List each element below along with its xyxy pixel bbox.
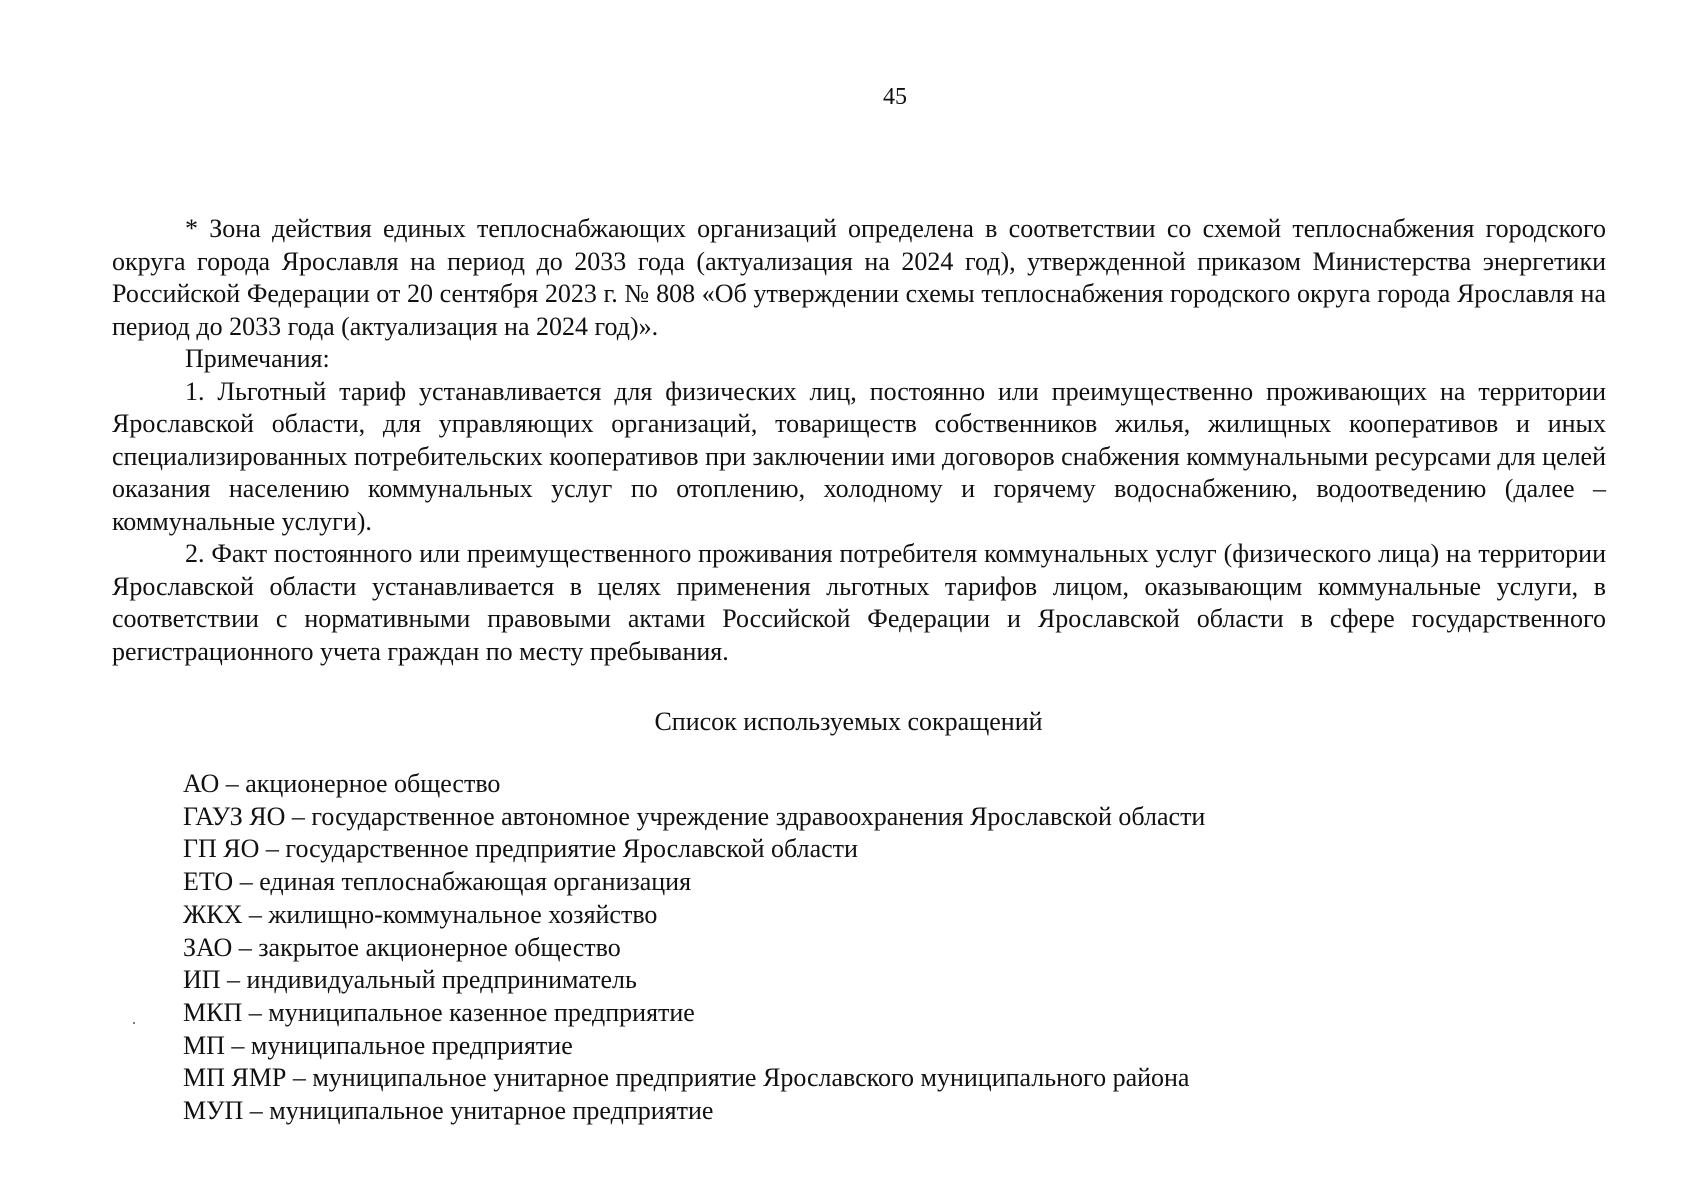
list-item: МУП – муниципальное унитарное предприятие <box>183 1096 714 1126</box>
list-item: ЗАО – закрытое акционерное общество <box>183 932 621 962</box>
list-item: АО – акционерное общество <box>183 769 501 798</box>
note-paragraph-2: 2. Факт постоянного или преимущественного проживания потребителя коммунальных услуг (физического лица) на территории Ярославской области устанавливается в целях применения льготных тарифов лицом, оказывающим коммунальные услуги, в соответствии с нормативными правовыми актами Российской Федерации и Ярославской области в сфере государственного регистрационного учета граждан по месту пребывания. <box>112 539 1606 666</box>
note-paragraph-1: 1. Льготный тариф устанавливается для физических лиц, постоянно или преимущественно проживающих на территории Ярославской области, для управляющих организаций, товариществ собственников жилья, жилищных кооперативов и иных специализированных потребительских кооперативов при заключении ими договоров снабжения коммунальными ресурсами для целей оказания населению коммунальных услуг по отоплению, холодному и горячему водоснабжению, водоотведению (далее – коммунальные услуги). <box>112 376 1606 536</box>
document-body <box>112 213 1606 668</box>
list-item: ГАУЗ ЯО – государственное автономное учреждение здравоохранения Ярославской области <box>183 801 1206 831</box>
abbreviations-title: Список используемых сокращений <box>654 707 1043 736</box>
list-item: МП ЯМР – муниципальное унитарное предприятие Ярославского муниципального района <box>183 1063 1190 1093</box>
list-item: ЖКХ – жилищно-коммунальное хозяйство <box>183 899 658 929</box>
notes-heading: Примечания: <box>185 344 330 373</box>
list-item: МКП – муниципальное казенное предприятие <box>183 997 695 1027</box>
footnote-paragraph: * Зона действия единых теплоснабжающих организаций определена в соответствии со схемой теплоснабжения городского округа города Ярославля на период до 2033 года (актуализация на 2024 год), утвержденной приказом Министерства энергетики Российской Федерации от 20 сентября 2023 г. № 808 «Об утверждении схемы теплоснабжения городского округа города Ярославля на период до 2033 года (актуализация на 2024 год)». <box>112 214 1606 341</box>
list-item: МП – муниципальное предприятие <box>183 1030 573 1060</box>
abbreviations-list <box>183 768 1205 1128</box>
list-item: ИП – индивидуальный предприниматель <box>183 965 637 995</box>
list-item: ЕТО – единая теплоснабжающая организация <box>183 867 692 897</box>
scan-speck <box>133 1022 135 1024</box>
page-number: 45 <box>883 84 907 110</box>
list-item: ГП ЯО – государственное предприятие Ярославской области <box>183 834 858 864</box>
